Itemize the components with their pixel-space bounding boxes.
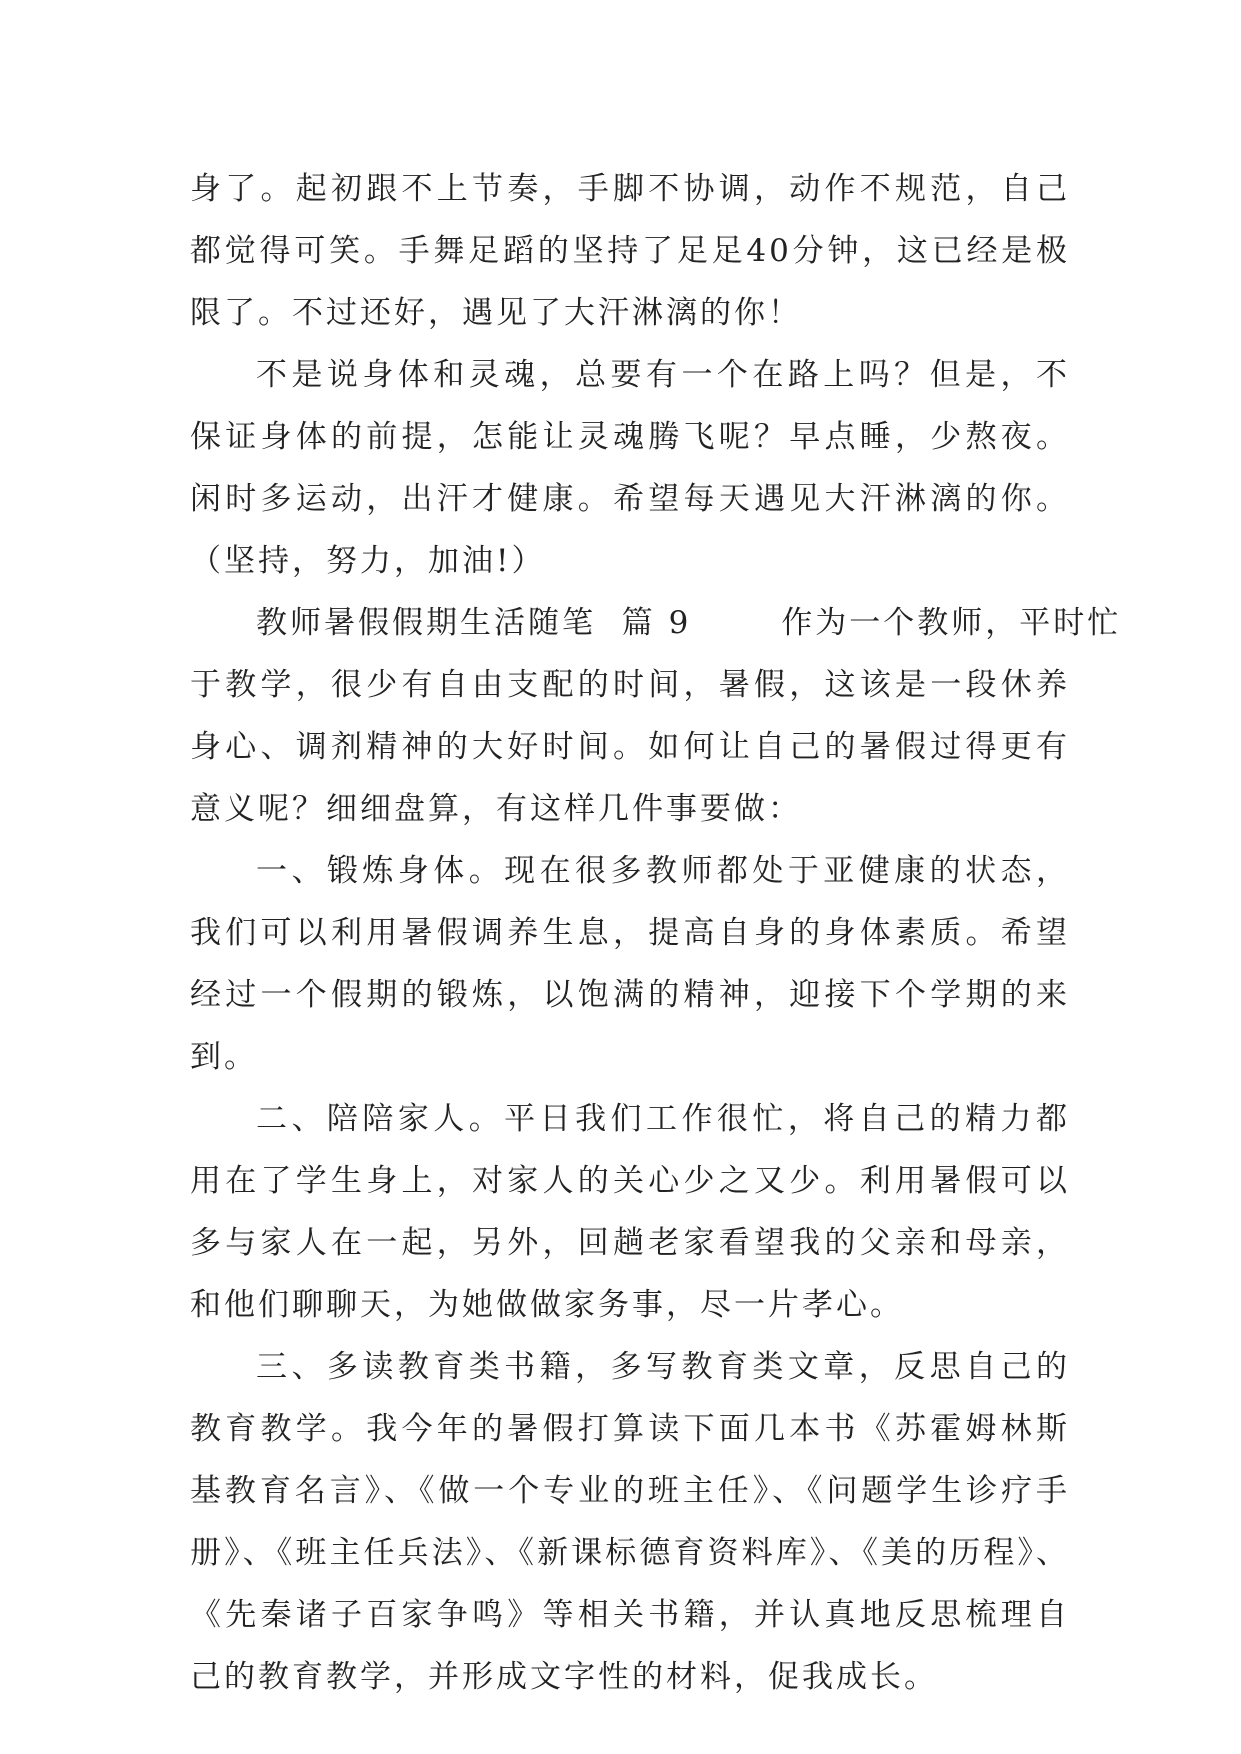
document-body xyxy=(190,158,1122,1708)
paragraph-body-and-soul: 不是说身体和灵魂，总要有一个在路上吗？但是，不保证身体的前提，怎能让灵魂腾飞呢？早点睡，少熬夜。闲时多运动，出汗才健康。希望每天遇见大汗淋漓的你。（坚持，努力，加油!） xyxy=(190,357,1070,579)
paragraph-family: 二、陪陪家人。平日我们工作很忙，将自己的精力都用在了学生身上，对家人的关心少之又少。利用暑假可以多与家人在一起，另外，回趟老家看望我的父亲和母亲，和他们聊聊天，为她做做家务事，尽一片孝心。 xyxy=(190,1101,1070,1323)
paragraph-exercise: 一、锻炼身体。现在很多教师都处于亚健康的状态，我们可以利用暑假调养生息，提高自身的身体素质。希望经过一个假期的锻炼，以饱满的精神，迎接下个学期的来到。 xyxy=(190,853,1070,1075)
section-title: 教师暑假假期生活随笔 xyxy=(256,605,596,641)
paragraph-continuation: 身了。起初跟不上节奏，手脚不协调，动作不规范，自己都觉得可笑。手舞足蹈的坚持了足足40分钟，这已经是极限了。不过还好，遇见了大汗淋漓的你！ xyxy=(190,171,1070,331)
section-heading-line xyxy=(190,592,1122,654)
section-lead: 作为一个教师，平时忙 xyxy=(781,605,1122,641)
paragraph-summer-plan-intro: 于教学，很少有自由支配的时间，暑假，这该是一段休养身心、调剂精神的大好时间。如何让自己的暑假过得更有意义呢？细细盘算，有这样几件事要做： xyxy=(190,667,1070,827)
section-number: 篇 9 xyxy=(621,605,692,641)
paragraph-reading: 三、多读教育类书籍，多写教育类文章，反思自己的教育教学。我今年的暑假打算读下面几本书《苏霍姆林斯基教育名言》、《做一个专业的班主任》、《问题学生诊疗手册》、《班主任兵法》、《新课标德育资料库》、《美的历程》、《先秦诸子百家争鸣》等相关书籍，并认真地反思梳理自己的教育教学，并形成文字性的材料，促我成长。 xyxy=(190,1349,1070,1695)
